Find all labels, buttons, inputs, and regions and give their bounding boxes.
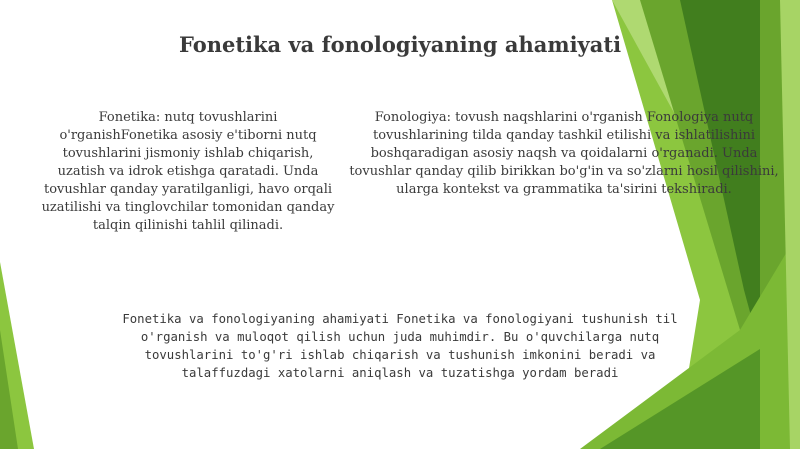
phonetics-text: Fonetika: nutq tovushlarini o'rganishFonetika asosiy e'tiborni nutq tovushlarini jismoniy ishlab chiqarish, uzatish va idrok etishga qaratadi. Unda tovushlar qanday yaratilganligi, havo orqali uzatilishi va tinglovchilar tomonidan qanday talqin qilinishi tahlil qilinadi. bbox=[41, 110, 335, 233]
slide-title: Fonetika va fonologiyaning ahamiyati bbox=[178, 32, 622, 57]
importance-text: Fonetika va fonologiyaning ahamiyati Fonetika va fonologiyani tushunish til o'rganish va muloqot qilish uchun juda muhimdir. Bu o'quvchilarga nutq tovushlarini to'g'ri ishlab chiqarish va tushunish imkonini beradi va talaffuzdagi xatolarni aniqlash va tuzatishga yordam beradi bbox=[122, 312, 678, 380]
phonology-text: Fonologiya: tovush naqshlarini o'rganish Fonologiya nutq tovushlarining tilda qanday tashkil etilishi va ishlatilishini boshqaradigan asosiy naqsh va qoidalarni o'rganadi. Unda tovushlar qanday qilib birikkan bo'g'in va so'zlarni hosil qilishini, ularga kontekst va grammatika ta'sirini tekshiradi. bbox=[349, 110, 779, 197]
